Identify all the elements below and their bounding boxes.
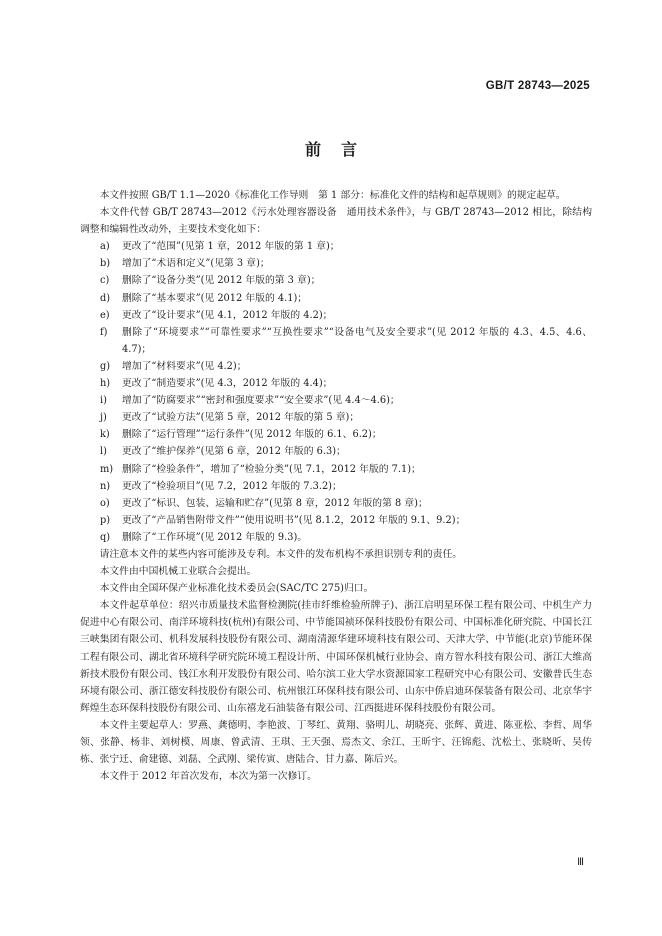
list-item-label: h): [100, 378, 111, 390]
list-item: [80, 324, 592, 358]
paragraph: 请注意本文件的某些内容可能涉及专利。本文件的发布机构不承担识别专利的责任。: [99, 548, 463, 560]
list-item-text: 删除了“设备分类”(见 2012 年版的第 3 章)；: [122, 275, 321, 287]
list-item: [80, 358, 592, 375]
list-item-text: 删除了“工作环境”(见 2012 年版的 9.3)。: [122, 531, 308, 543]
list-item-label: a): [100, 241, 110, 253]
list-item-text: 更改了“试验方法”(见第 5 章，2012 年版的第 5 章)；: [122, 412, 360, 424]
list-item-text: 更改了“维护保养”(见第 6 章，2012 年版的 6.3)；: [122, 446, 346, 458]
list-item-label: g): [100, 360, 111, 372]
list-item-text: 更改了“产品销售附带文件”“使用说明书”(见 8.1.2，2012 年版的 9.1、9.2)；: [122, 514, 466, 526]
paragraph: 本文件由中国机械工业联合会提出。: [99, 566, 257, 578]
list-item-text: 增加了“防腐要求”“密封和强度要求”“安全要求”(见 4.4～4.6)；: [122, 395, 400, 407]
list-item: [80, 426, 592, 443]
list-item: [80, 478, 592, 495]
change-list: [80, 238, 592, 546]
standard-number: GB/T 28743—2025: [485, 80, 590, 92]
list-item-text: 更改了“标识、包装、运输和贮存”(见第 8 章，2012 年版的第 8 章)；: [122, 497, 428, 509]
list-item: [80, 495, 592, 512]
list-item-text: 删除了“基本要求”(见 2012 年版的 4.1)；: [122, 292, 308, 304]
list-item-text: 更改了“制造要求”(见 4.3，2012 年版的 4.4)；: [122, 378, 333, 390]
list-item: [80, 443, 592, 460]
list-item-label: f): [100, 326, 108, 338]
list-item: [80, 290, 592, 307]
list-item-label: m): [100, 463, 114, 475]
page-title: 前言: [304, 140, 377, 159]
list-item-text: 删除了“环境要求”“可靠性要求”“互换性要求”“设备电气及安全要求”(见 2012 年版的 4.3、4.5、4.6、4.7)；: [122, 326, 592, 355]
list-item-text: 增加了“材料要求”(见 4.2)；: [122, 360, 247, 372]
drafting-units-paragraph: 本文件起草单位：绍兴市质量技术监督检测院(挂市纤维检验所牌子)、浙江启明星环保工程有限公司、中机生产力促进中心有限公司、南洋环境科技(杭州)有限公司、中节能国祯环保科技股份有限公司、中国标准化研究院、中国长江三峡集团有限公司、机科发展科技股份有限公司、湖南清源华建环境科技有限公司、天津大学、中节能(北京)节能环保工程有限公司、湖北省环境科学研究院环境工程设计所、中国环保机械行业协会、南方智水科技有限公司、浙江大维高新技术股份有限公司、钱江水利开发股份有限公司、哈尔滨工业大学水资源国家工程研究中心有限公司、安徽普氏生态环境有限公司、浙江德安科技股份有限公司、杭州银江环保科技有限公司、山东中侨启迪环保装备有限公司、北京华宇辉煌生态环保科技股份有限公司、山东禧龙石油装备有限公司、江西挺进环保科技股份有限公司。: [80, 600, 592, 714]
list-item: [80, 272, 592, 289]
list-item: [80, 238, 592, 255]
list-item-label: e): [100, 309, 110, 321]
list-item: [80, 392, 592, 409]
paragraph: 本文件按照 GB/T 1.1—2020《标准化工作导则 第 1 部分：标准化文件的结构和起草规则》的规定起草。: [99, 190, 566, 201]
paragraph: 本文件由全国环保产业标准化技术委员会(SAC/TC 275)归口。: [99, 583, 374, 595]
document-body: [80, 187, 592, 785]
list-item: [80, 461, 592, 478]
paragraph: 本文件代替 GB/T 28743—2012《污水处理容器设备 通用技术条件》，与 GB/T 28743—2012 相比，除结构调整和编辑性改动外，主要技术变化如下：: [80, 207, 592, 236]
list-item-text: 更改了“范围”(见第 1 章，2012 年版的第 1 章)；: [122, 241, 340, 253]
list-item-label: l): [100, 446, 107, 458]
drafters-paragraph: 本文件主要起草人：罗燕、龚德明、李艳波、丁琴红、黄翔、骆明儿、胡晓亮、张辉、黄进、陈亚松、李哲、周华领、张静、杨非、刘树模、周康、曾武清、王琪、王天强、焉杰文、余江、王昕宇、汪锦彪、沈松土、张晓昕、吴传栋、张宁迁、俞建德、刘磊、仝武刚、梁传寅、唐陆合、甘力嘉、陈后兴。: [80, 719, 592, 766]
list-item: [80, 307, 592, 324]
list-item-text: 更改了“设计要求”(见 4.1，2012 年版的 4.2)；: [122, 309, 333, 321]
list-item-label: p): [100, 514, 111, 526]
list-item-label: o): [100, 497, 110, 509]
list-item-label: j): [100, 412, 107, 424]
list-item: [80, 255, 592, 272]
list-item-label: i): [100, 395, 107, 407]
list-item-label: q): [100, 531, 111, 543]
paragraph: 本文件于 2012 年首次发布，本次为第一次修订。: [99, 771, 317, 783]
list-item-text: 删除了“检验条件”，增加了“检验分类”(见 7.1，2012 年版的 7.1)；: [122, 463, 421, 475]
list-item-label: k): [100, 429, 110, 441]
list-item-label: d): [100, 292, 111, 304]
list-item-text: 删除了“运行管理”“运行条件”(见 2012 年版的 6.1、6.2)；: [122, 429, 382, 441]
list-item: [80, 375, 592, 392]
list-item-label: n): [100, 480, 111, 492]
list-item: [80, 409, 592, 426]
list-item-text: 更改了“检验项目”(见 7.2，2012 年版的 7.3.2)；: [122, 480, 342, 492]
list-item-text: 增加了“术语和定义”(见第 3 章)；: [122, 258, 270, 270]
list-item: [80, 512, 592, 529]
list-item: [80, 529, 592, 546]
page-number: Ⅲ: [577, 857, 584, 868]
list-item-label: c): [100, 275, 110, 287]
list-item-label: b): [100, 258, 111, 270]
